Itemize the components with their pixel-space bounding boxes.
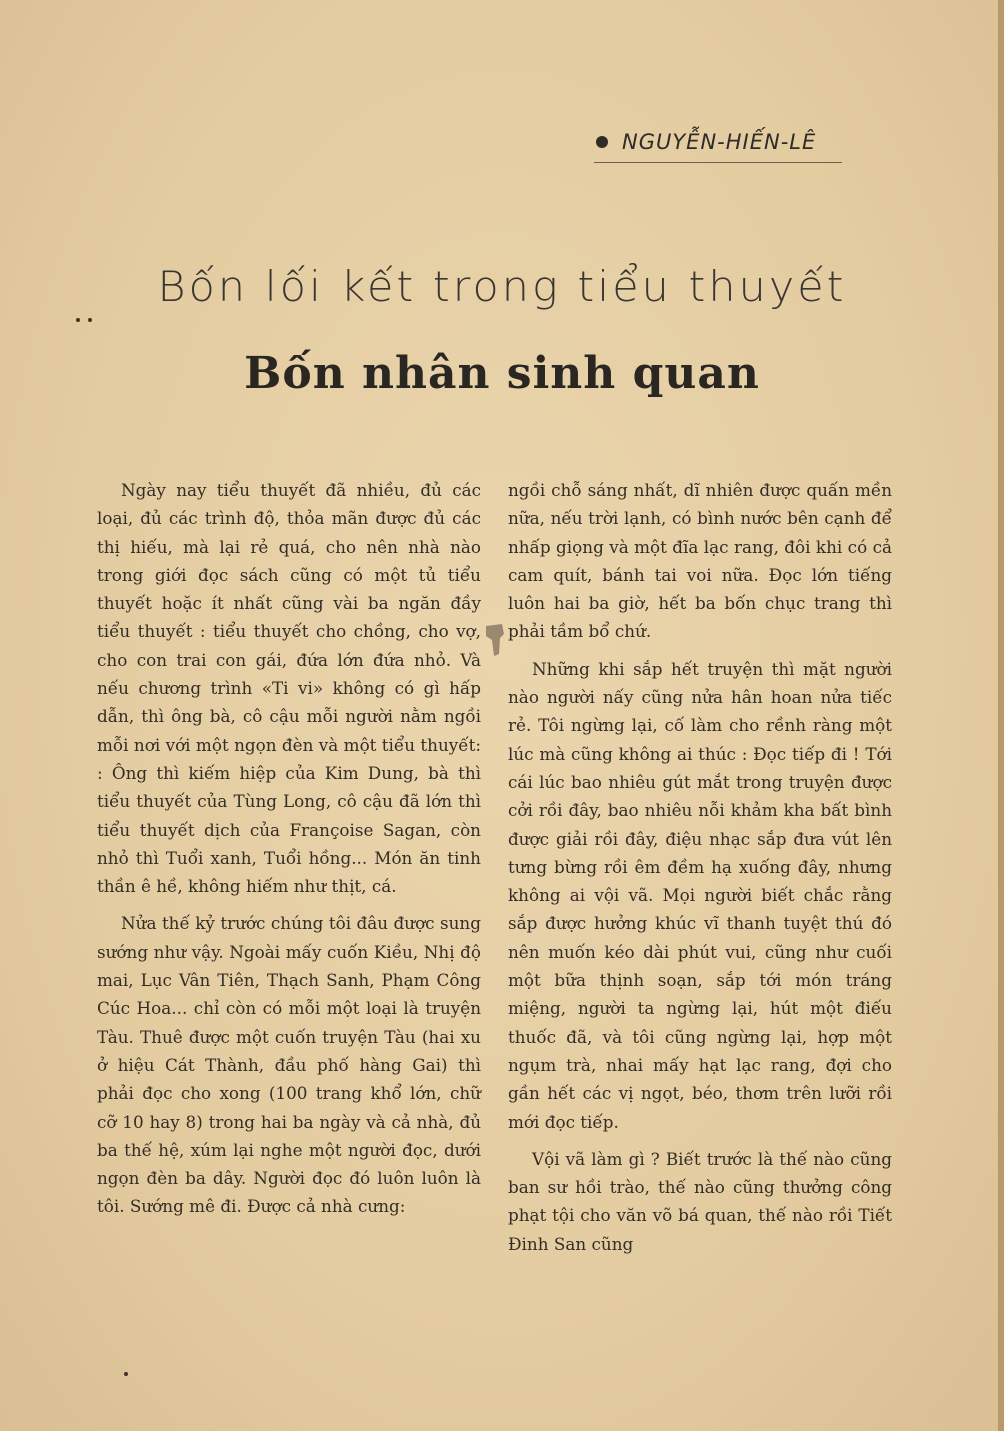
thumbprint-mark <box>482 620 508 658</box>
page-edge <box>998 0 1004 1431</box>
ink-spot <box>88 318 92 322</box>
paragraph: ngồi chỗ sáng nhất, dĩ nhiên được quấn mền nữa, nếu trời lạnh, có bình nước bên cạnh để nhấp giọng và một đĩa lạc rang, đôi khi có cả cam quít, bánh tai voi nữa. Đọc lớn tiếng luôn hai ba giờ, hết ba bốn chục trang thì phải tầm bổ chứ. <box>508 480 892 642</box>
right-column <box>508 476 892 1267</box>
paragraph: Nửa thế kỷ trước chúng tôi đâu được sung sướng như vậy. Ngoài mấy cuốn Kiều, Nhị độ mai, Lục Vân Tiên, Thạch Sanh, Phạm Công Cúc Hoa... chỉ còn có mỗi một loại là truyện Tàu. Thuê được một cuốn truyện Tàu (hai xu ở hiệu Cát Thành, đầu phố hàng Gai) thì phải đọc cho xong (100 trang khổ lớn, chữ cỡ 10 hay 8) trong hai ba ngày và cả nhà, đủ ba thế hệ, xúm lại nghe một người đọc, dưới ngọn đèn ba dây. Người đọc đó luôn luôn là tôi. Sướng mê đi. Được cả nhà cưng: <box>97 913 481 1217</box>
paragraph: Những khi sắp hết truyện thì mặt người nào người nấy cũng nửa hân hoan nửa tiếc rẻ. Tôi ngừng lại, cố làm cho rềnh ràng một lúc mà cũng không ai thúc : Đọc tiếp đi ! Tới cái lúc bao nhiêu gút mắt trong truyện được cởi rồi đây, bao nhiêu nỗi khảm kha bất bình được giải rồi đây, điệu nhạc sắp đưa vút lên tưng bừng rồi êm đềm hạ xuống đây, nhưng không ai vội vã. Mọi người biết chắc rằng sắp được hưởng khúc vĩ thanh tuyệt thú đó nên muốn kéo dài phút vui, cũng như cuối một bữa thịnh soạn, sắp tới món tráng miệng, người ta ngừng lại, hút một điếu thuốc đã, và tôi cũng ngừng lại, hợp một ngụm trà, nhai mấy hạt lạc rang, đợi cho gần hết các vị ngọt, béo, thơm trên lưỡi rồi mới đọc tiếp. <box>508 658 892 1132</box>
article-title: Bốn lối kết trong tiểu thuyết <box>157 262 847 311</box>
bullet-icon <box>596 136 608 148</box>
author-rule <box>594 162 842 163</box>
ink-spot <box>124 1372 128 1376</box>
author-name: NGUYỄN-HIẾN-LÊ <box>622 130 817 154</box>
paragraph: Ngày nay tiểu thuyết đã nhiều, đủ các loại, đủ các trình độ, thỏa mãn được đủ các thị hiếu, mà lại rẻ quá, cho nên nhà nào trong giới đọc sách cũng có một tủ tiểu thuyết hoặc ít nhất cũng vài ba ngăn đầy tiểu thuyết : tiểu thuyết cho chồng, cho vợ, cho con trai con gái, đứa lớn đứa nhỏ. Và nếu chương trình «Ti vi» không có gì hấp dẫn, thì ông bà, cô cậu mỗi người nằm ngồi mỗi nơi với một ngọn đèn và một tiểu thuyết: : Ông thì kiếm hiệp của Kim Dung, bà thì tiểu thuyết của Tùng Long, cô cậu đã lớn thì tiểu thuyết dịch của Françoise Sagan, còn nhỏ thì Tuổi xanh, Tuổi hồng... Món ăn tinh thần ê hề, không hiếm như thịt, cá. <box>97 480 481 897</box>
article-subtitle: Bốn nhân sinh quan <box>244 348 760 399</box>
author-byline <box>596 130 816 154</box>
ink-spot <box>76 318 80 322</box>
left-column <box>97 476 481 1230</box>
paragraph: Vội vã làm gì ? Biết trước là thế nào cũng ban sư hồi trào, thế nào cũng thưởng công phạt tội cho văn võ bá quan, thế nào rồi Tiết Đinh San cũng <box>508 1148 892 1254</box>
